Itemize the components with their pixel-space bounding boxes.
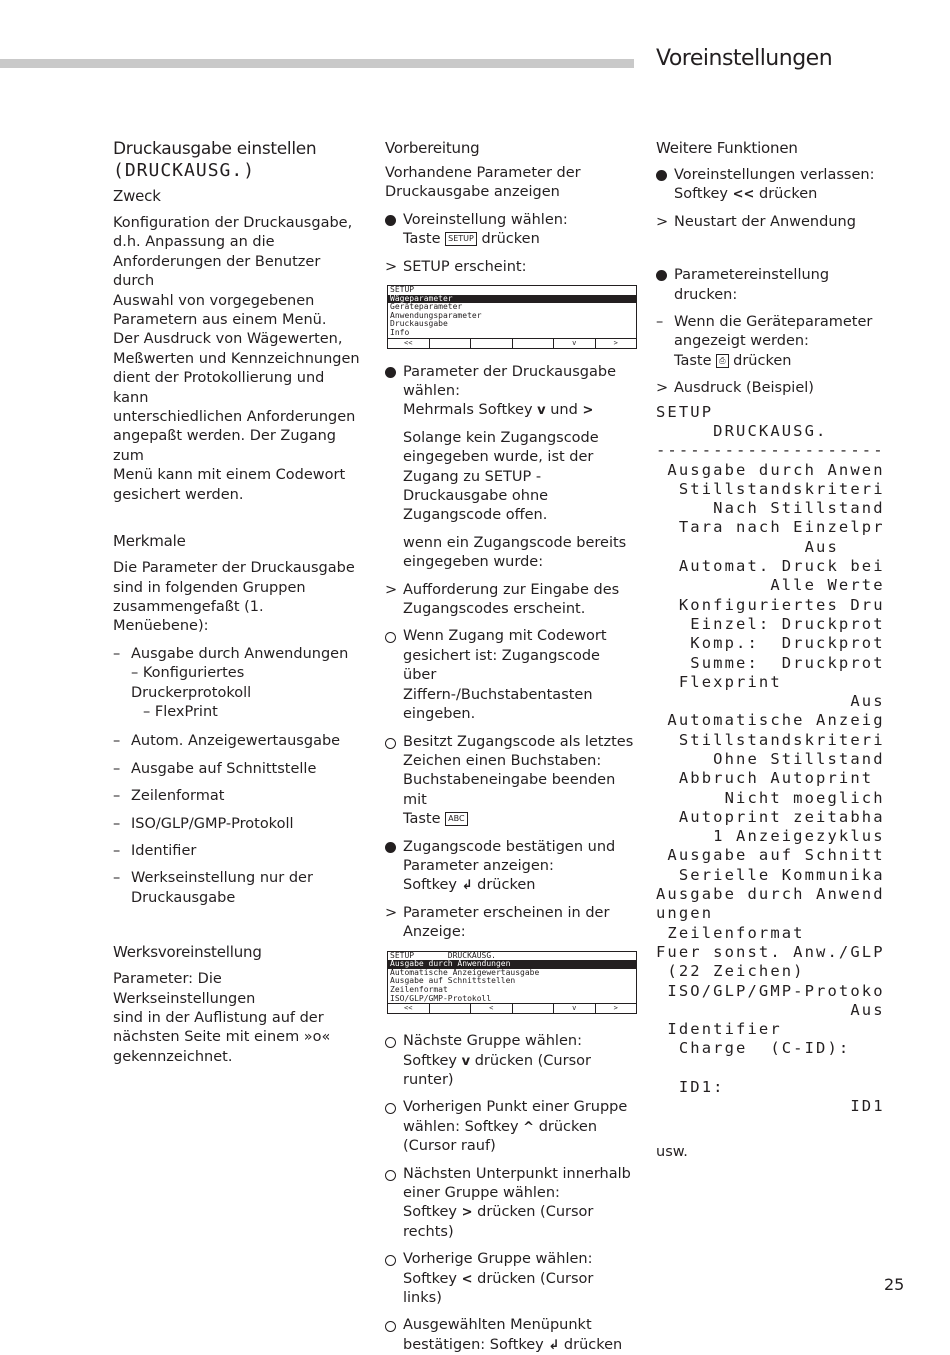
lcd-row: Ausgabe auf Schnittstellen <box>390 977 516 986</box>
merkmale-heading: Merkmale <box>113 532 186 551</box>
intro-text <box>385 164 635 203</box>
step-result <box>385 258 635 277</box>
text-line: Anzeige: <box>403 924 466 941</box>
list-item <box>113 842 363 861</box>
filled-bullet-icon <box>656 170 667 181</box>
step-option <box>385 1165 635 1243</box>
text-line: angepaßt werden. Der Zugang zum <box>113 428 337 464</box>
text-line: nächsten Seite mit einem »o« <box>113 1029 331 1046</box>
text-line: Softkey < drücken (Cursor links) <box>403 1270 594 1306</box>
note-text <box>385 534 635 573</box>
text-line: Wenn Zugang mit Codewort <box>403 628 607 645</box>
text-line: Buchstabeneingabe beenden mit <box>403 772 616 808</box>
list-subitem: – Konfiguriertes Druckerprotokoll <box>131 665 252 701</box>
werks-heading: Werksvoreinstellung <box>113 943 262 962</box>
text-line: gekennzeichnet. <box>113 1048 233 1065</box>
text-line: Zeichen einen Buchstaben: <box>403 752 602 769</box>
text-line: unterschiedlichen Anforderungen <box>113 409 356 426</box>
lcd-softkey: v <box>554 339 596 348</box>
text-line: Nächste Gruppe wählen: <box>403 1033 582 1050</box>
weitere-heading: Weitere Funktionen <box>656 139 798 157</box>
column-purpose <box>113 138 363 1067</box>
list-item-text: Werkseinstellung nur der <box>131 870 313 887</box>
lcd-softkey <box>513 1004 555 1013</box>
lcd-softkey <box>430 339 472 348</box>
column-further-functions <box>656 138 896 1162</box>
step-result <box>656 379 896 398</box>
dash-marker: – <box>113 733 121 750</box>
hollow-bullet-icon <box>385 738 396 749</box>
text-line: Zugangscode bestätigen und <box>403 838 616 855</box>
list-item <box>113 645 363 664</box>
text-line: wenn ein Zugangscode bereits <box>403 534 627 551</box>
text-line: Voreinstellung wählen: <box>403 211 568 228</box>
hollow-bullet-icon <box>385 632 396 643</box>
text-line: Parameter anzeigen: <box>403 857 554 874</box>
step-option <box>385 627 635 724</box>
lcd-softkey-bar <box>388 1003 636 1013</box>
list-item-text: Identifier <box>131 842 197 859</box>
text-line: Zugangscodes erscheint. <box>403 601 586 618</box>
lcd-row: Info <box>390 329 410 337</box>
step-option <box>385 733 635 830</box>
text-line: gesichert werden. <box>113 486 244 503</box>
step-condition <box>656 313 896 371</box>
text-line: Parameter: Die Werkseinstellungen <box>113 971 256 1007</box>
lcd-softkey: << <box>388 339 430 348</box>
text-line: Druckausgabe ohne <box>403 488 549 505</box>
text-line: Parameter erscheinen in der <box>403 904 610 921</box>
text-line: Softkey > drücken (Cursor rechts) <box>403 1204 594 1240</box>
text-line: Ausgewählten Menüpunkt <box>403 1317 592 1334</box>
text-line: Menü kann mit einem Codewort <box>113 467 346 484</box>
dash-marker: – <box>113 815 121 832</box>
cursor-down-icon: v <box>461 1053 471 1069</box>
text-line: Solange kein Zugangscode <box>403 429 599 446</box>
hollow-bullet-icon <box>385 1255 396 1266</box>
merkmale-text <box>113 559 363 637</box>
text-line: Konfiguration der Druckausgabe, <box>113 215 353 231</box>
lcd-display-druckausg <box>387 951 637 1015</box>
hollow-bullet-icon <box>385 1170 396 1181</box>
lcd-softkey: > <box>613 1004 618 1013</box>
filled-bullet-icon <box>656 270 667 281</box>
list-item-text: Ausgabe auf Schnittstelle <box>131 760 317 777</box>
list-item <box>113 760 363 779</box>
text-line: Softkey v drücken (Cursor runter) <box>403 1052 591 1088</box>
dash-marker: – <box>113 842 121 859</box>
dash-marker: – <box>113 870 121 887</box>
hollow-bullet-icon <box>385 1037 396 1048</box>
list-item <box>113 787 363 806</box>
text-line: Taste SETUP drücken <box>403 231 540 248</box>
text-line: Vorhandene Parameter der <box>385 165 581 181</box>
zweck-text <box>113 214 363 505</box>
text-line: Aufforderung zur Eingabe des <box>403 581 620 598</box>
filled-bullet-icon <box>385 367 396 378</box>
list-item-text: Autom. Anzeigewertausgabe <box>131 733 341 750</box>
text-line: Ziffern-/Buchstabentasten <box>403 686 593 703</box>
result-marker: > <box>656 380 669 397</box>
page-title: Voreinstellungen <box>656 46 833 71</box>
dash-marker: – <box>113 788 121 805</box>
text-line: dient der Protokollierung und kann <box>113 370 325 406</box>
lcd-softkey <box>471 339 513 348</box>
cursor-right-icon: > <box>461 1205 473 1221</box>
step-result <box>385 581 635 620</box>
text-line: eingegeben wurde: <box>403 554 544 571</box>
text-line: Ausdruck (Beispiel) <box>674 380 814 397</box>
text-line: wählen: Softkey ^ drücken <box>403 1118 598 1135</box>
filled-bullet-icon <box>385 215 396 226</box>
result-marker: > <box>385 904 398 921</box>
lcd-softkey: << <box>388 1004 430 1013</box>
dash-marker: – <box>656 314 664 331</box>
text-line: SETUP erscheint: <box>403 258 527 275</box>
text-line: Taste ABC <box>403 810 635 829</box>
note-text <box>385 429 635 526</box>
step-option <box>385 1316 635 1355</box>
step-action <box>656 266 896 305</box>
dash-marker: – <box>113 645 121 662</box>
text-line: d.h. Anpassung an die <box>113 234 275 251</box>
text-line: Die Parameter der Druckausgabe <box>113 560 355 577</box>
lcd-softkey <box>513 339 555 348</box>
result-marker: > <box>385 258 398 275</box>
cursor-right-icon: > <box>582 403 594 419</box>
dash-marker: – <box>113 760 121 777</box>
text-line: Softkey ↲ drücken <box>403 877 536 894</box>
page-number: 25 <box>884 1275 905 1294</box>
text-line: Neustart der Anwendung <box>674 213 856 230</box>
section-title: Druckausgabe einstellen <box>113 139 317 159</box>
header-rule <box>0 59 634 68</box>
lcd-display-setup <box>387 285 637 349</box>
lcd-row: ISO/GLP/GMP-Protokoll <box>390 994 492 1003</box>
text-line: Auswahl von vorgegebenen <box>113 292 315 309</box>
text-line: einer Gruppe wählen: <box>403 1184 560 1201</box>
text-line: sind in folgenden Gruppen <box>113 579 306 596</box>
text-line: sind in der Auflistung auf der <box>113 1010 324 1026</box>
text-line: Zugangscode offen. <box>403 507 548 524</box>
step-action <box>385 838 635 896</box>
step-option <box>385 1250 635 1308</box>
zweck-heading: Zweck <box>113 187 161 205</box>
text-line: Wenn die Geräteparameter <box>674 314 873 331</box>
text-line: Mehrmals Softkey v und > <box>403 402 594 419</box>
lcd-row: Zeilenformat <box>390 985 448 994</box>
cursor-up-icon: ^ <box>523 1119 535 1135</box>
printout-example: SETUP DRUCKAUSG. -------------------- Ausgabe durch Anwen Stillstandskriteri Nach Stillstand Tara nach Einzelpr Aus Automat. Druck bei Alle Werte Konfiguriertes Dru Einzel: Druckprot Komp.: Druckprot Summe: Druckprot Flexprint Aus Automatische Anzeig Stillstandskriteri Ohne Stillstand Abbruch Autoprint Nicht moeglich Autoprint zeitabha 1 Anzeigezyklus Ausgabe auf Schnitt Serielle Kommunika Ausgabe durch Anwend ungen Zeilenformat Fuer sonst. Anw./GLP (22 Zeichen) ISO/GLP/GMP-Protoko Aus Identifier Charge (C-ID): ID1: ID1 <box>656 402 885 1116</box>
text-line: eingegeben wurde, ist der <box>403 449 594 466</box>
list-item-continuation: Druckausgabe <box>131 889 236 906</box>
lcd-row: SETUP DRUCKAUSG. <box>390 951 496 960</box>
result-marker: > <box>385 581 398 598</box>
list-item <box>113 732 363 751</box>
text-line: bestätigen: Softkey ↲ drücken <box>403 1336 623 1353</box>
text-line: (Cursor rauf) <box>403 1138 496 1155</box>
lcd-softkey-bar <box>388 338 636 348</box>
lcd-row-selected: Ausgabe durch Anwendungen <box>388 960 636 969</box>
text-line: Vorherigen Punkt einer Gruppe <box>403 1099 628 1116</box>
text-line: Parametern aus einem Menü. <box>113 312 327 329</box>
text-line: Vorherige Gruppe wählen: <box>403 1251 593 1268</box>
werks-text <box>113 970 363 1067</box>
text-line: Meßwerten und Kennzeichnungen <box>113 350 360 367</box>
list-subitem: – FlexPrint <box>143 703 218 720</box>
cursor-down-icon: v <box>537 403 546 419</box>
vorbereitung-heading: Vorbereitung <box>385 139 480 157</box>
usw-text: usw. <box>656 1143 688 1160</box>
text-line: Nächsten Unterpunkt innerhalb <box>403 1165 631 1182</box>
step-option <box>385 1032 635 1090</box>
cursor-left-icon: < <box>461 1271 473 1287</box>
lcd-row: Automatische Anzeigewertausgabe <box>390 968 540 977</box>
list-item-text: Zeilenformat <box>131 788 225 805</box>
list-item-text: ISO/GLP/GMP-Protokoll <box>131 815 294 832</box>
text-line: Zugang zu SETUP - <box>403 468 542 485</box>
text-line: Taste ⎙ drücken <box>674 352 792 369</box>
text-line: Parameter der Druckausgabe <box>403 363 617 380</box>
text-line: wählen: <box>403 383 460 399</box>
text-line: Parametereinstellung drucken: <box>674 267 830 303</box>
column-preparation <box>385 138 635 1355</box>
lcd-row-selected: Wägeparameter <box>388 295 636 304</box>
enter-icon: ↲ <box>461 878 473 894</box>
filled-bullet-icon <box>385 842 396 853</box>
step-option <box>385 1098 635 1156</box>
text-line: gesichert ist: Zugangscode über <box>403 647 600 684</box>
lcd-softkey <box>430 1004 472 1013</box>
text-line: zusammengefaßt (1. Menüebene): <box>113 598 264 635</box>
step-result <box>656 213 896 232</box>
text-line: eingeben. <box>403 706 476 723</box>
setup-key-icon: SETUP <box>445 232 477 246</box>
text-line: Softkey << drücken <box>674 186 818 203</box>
text-line: Besitzt Zugangscode als letztes <box>403 733 634 750</box>
enter-icon: ↲ <box>548 1337 560 1353</box>
lcd-softkey: > <box>613 338 618 347</box>
list-item <box>113 869 363 888</box>
step-result <box>385 904 635 943</box>
back-icon: << <box>732 187 755 203</box>
lcd-softkey: v <box>554 1004 596 1013</box>
text-line: Druckausgabe anzeigen <box>385 184 560 201</box>
lcd-row: Druckausgabe <box>390 320 448 329</box>
lcd-row: Geräteparameter <box>390 303 463 312</box>
result-marker: > <box>656 213 669 230</box>
step-action <box>385 363 635 421</box>
print-key-icon: ⎙ <box>716 354 728 368</box>
lcd-row: SETUP <box>390 286 415 295</box>
abc-key-icon: ABC <box>445 812 467 826</box>
list-item <box>113 815 363 834</box>
hollow-bullet-icon <box>385 1321 396 1332</box>
lcd-row: Anwendungsparameter <box>390 311 482 320</box>
text-line: Der Ausdruck von Wägewerten, <box>113 331 343 348</box>
text-line: Voreinstellungen verlassen: <box>674 167 875 183</box>
step-action <box>656 166 896 205</box>
text-line: angezeigt werden: <box>674 333 809 350</box>
hollow-bullet-icon <box>385 1103 396 1114</box>
section-title-code: (DRUCKAUSG.) <box>113 160 256 181</box>
list-item-text: Ausgabe durch Anwendungen <box>131 645 349 662</box>
text-line: Anforderungen der Benutzer durch <box>113 253 321 290</box>
step-action <box>385 211 635 250</box>
lcd-softkey: < <box>471 1004 513 1013</box>
